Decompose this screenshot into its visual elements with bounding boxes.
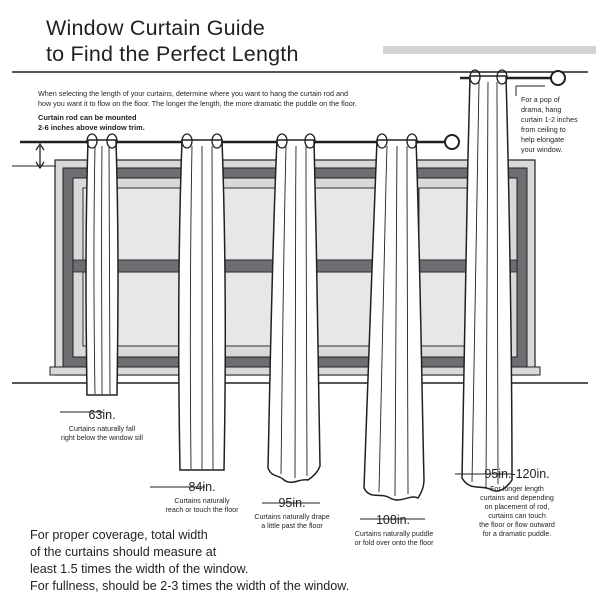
length-desc-95-120in-line5: the floor or flow outward: [479, 521, 555, 529]
title-accent-bar: [383, 46, 596, 54]
length-desc-63in-line1: Curtains naturally fall: [68, 425, 136, 433]
side-note-line5: help elongate: [521, 135, 565, 144]
footer-line3: least 1.5 times the width of the window.: [30, 562, 249, 576]
rod-note-line1: Curtain rod can be mounted: [38, 113, 137, 122]
length-desc-84in-line2: reach or touch the floor: [165, 506, 239, 514]
length-desc-95-120in-line3: on placement of rod,: [484, 503, 550, 511]
side-note-line6: your window.: [521, 145, 563, 154]
length-label-95in: 95in.: [278, 496, 306, 510]
footer-line1: For proper coverage, total width: [30, 528, 208, 542]
rod-note-line2: 2-6 inches above window trim.: [38, 123, 145, 132]
length-desc-95in-line1: Curtains naturally drape: [254, 513, 330, 521]
length-desc-95in-line2: a little past the floor: [261, 522, 323, 530]
length-desc-95-120in-line2: curtains and depending: [480, 494, 554, 502]
rod-height-measure: [36, 144, 44, 168]
intro-line2: how you want it to flow on the floor. The longer the length, the more dramatic the puddle on the floor.: [38, 99, 357, 108]
side-note-line3: curtain 1-2 inches: [521, 115, 578, 124]
curtain-95in: [268, 134, 320, 482]
footer-line4: For fullness, should be 2-3 times the width of the window.: [30, 579, 350, 593]
side-note-line2: drama, hang: [521, 105, 562, 114]
length-desc-95-120in-line4: curtains can touch: [488, 512, 546, 520]
length-desc-108in-line2: or fold over onto the floor: [354, 539, 434, 547]
length-desc-95-120in-line6: for a dramatic puddle.: [482, 530, 552, 538]
curtain-84in: [179, 134, 226, 470]
intro-line1: When selecting the length of your curtains, determine where you want to hang the curtain rod and: [38, 89, 349, 98]
side-note-line1: For a pop of: [521, 95, 560, 104]
length-label-84in: 84in.: [188, 480, 216, 494]
side-note-line4: from ceiling to: [521, 125, 566, 134]
curtain-63in: [86, 134, 118, 395]
page-title-line1: Window Curtain Guide: [46, 16, 266, 40]
length-label-95-120in: 95in.-120in.: [484, 467, 550, 481]
rod-finial-main: [445, 135, 459, 149]
length-label-108in: 108in.: [375, 513, 411, 527]
length-desc-95-120in-line1: For longer length: [490, 485, 544, 493]
length-desc-108in-line1: Curtains naturally puddle: [354, 530, 434, 538]
length-desc-63in-line2: right below the window sill: [60, 434, 143, 442]
page-title-line2: to Find the Perfect Length: [46, 42, 299, 66]
length-label-63in: 63in.: [88, 408, 116, 422]
curtain-95-120in: [462, 70, 512, 491]
rod-finial-ceiling: [551, 71, 565, 85]
length-desc-84in-line1: Curtains naturally: [174, 497, 230, 505]
footer-line2: of the curtains should measure at: [30, 545, 217, 559]
